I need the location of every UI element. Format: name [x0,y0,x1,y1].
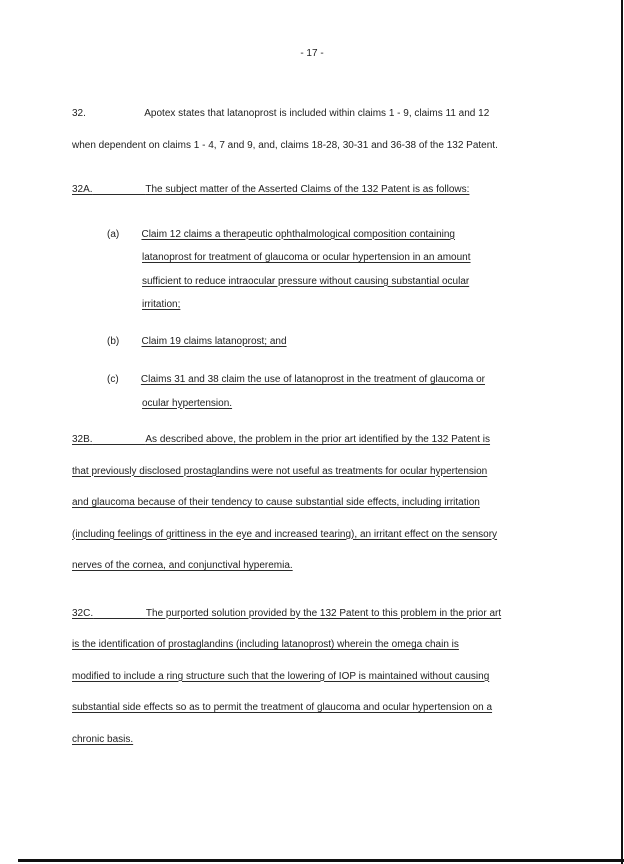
text-run: sufficient to reduce intraocular pressure without causing substantial ocular [142,275,470,287]
tab-gap [93,608,146,619]
paragraph-label: 32. [72,108,86,119]
paragraph-label: 32A. [72,184,93,195]
text-run: The subject matter of the Asserted Claims of the 132 Patent is as follows: [145,184,470,195]
text-line [72,692,624,724]
text-line [107,392,624,416]
list-item-c [72,368,624,415]
text-run: modified to include a ring structure such that the lowering of IOP is maintained without causing [72,670,490,682]
paragraph-label: (b) [107,335,120,347]
tab-gap [119,229,141,240]
paragraph-label: 32B. [72,434,93,445]
tab-gap [93,184,146,195]
paragraph-label: 32C. [72,607,94,619]
text-line [107,330,624,354]
text-line [72,519,624,551]
page-number: - 17 - [300,48,324,59]
list-item-a [72,223,624,317]
scan-artifact-right-edge-line [621,0,623,864]
text-run: (including feelings of grittiness in the eye and increased tearing), an irritant effect on the sensory [72,528,498,540]
text-line [72,550,624,582]
text-line [72,629,624,661]
text-line [72,456,624,488]
list-item-b [72,330,624,354]
paragraph-label: (c) [107,374,119,385]
text-line [107,246,624,270]
text-line [72,98,624,130]
text-line [107,293,624,317]
text-run: that previously disclosed prostaglandins were not useful as treatments for ocular hypertension [72,465,488,477]
tab-gap [93,434,146,445]
text-line [107,270,624,294]
text-run: when dependent on claims 1 - 4, 7 and 9, and, claims 18-28, 30-31 and 36-38 of the 132 Patent. [72,139,498,151]
text-run: is the identification of prostaglandins (including latanoprost) wherein the omega chain is [72,639,459,650]
text-run: and glaucoma because of their tendency to cause substantial side effects, including irritation [72,497,480,508]
tab-gap [119,336,141,347]
text-run: latanoprost for treatment of glaucoma or ocular hypertension in an amount [142,252,471,263]
text-line [72,130,624,162]
text-run: ocular hypertension. [142,397,233,409]
tab-gap [86,108,144,119]
text-run: Apotex states that latanoprost is included within claims 1 - 9, claims 11 and 12 [144,108,490,119]
paragraph-32A [72,174,624,206]
text-line [72,487,624,519]
paragraph-label: (a) [107,228,120,240]
paragraph-32B [72,424,624,582]
document-body [0,98,624,755]
paragraph-32 [72,98,624,161]
text-run: The purported solution provided by the 132 Patent to this problem in the prior art [145,607,502,619]
text-run: substantial side effects so as to permit the treatment of glaucoma and ocular hypertension on a [72,702,493,713]
text-run: As described above, the problem in the prior art identified by the 132 Patent is [145,434,491,445]
text-line [107,223,624,247]
text-run: chronic basis. [72,733,134,745]
text-run: Claim 12 claims a therapeutic ophthalmological composition containing [141,228,455,240]
text-line [72,724,624,756]
text-line [107,368,624,392]
text-line [72,661,624,693]
text-run: nerves of the cornea, and conjunctival hyperemia. [72,560,293,571]
tab-gap [119,374,141,385]
paragraph-32C [72,598,624,756]
scan-artifact-bottom-bar [18,859,624,862]
text-run: Claim 19 claims latanoprost; and [141,335,287,347]
text-line [72,424,624,456]
text-line [72,598,624,630]
text-run: irritation; [142,299,181,310]
text-line [72,174,624,206]
text-run: Claims 31 and 38 claim the use of latanoprost in the treatment of glaucoma or [140,374,485,385]
